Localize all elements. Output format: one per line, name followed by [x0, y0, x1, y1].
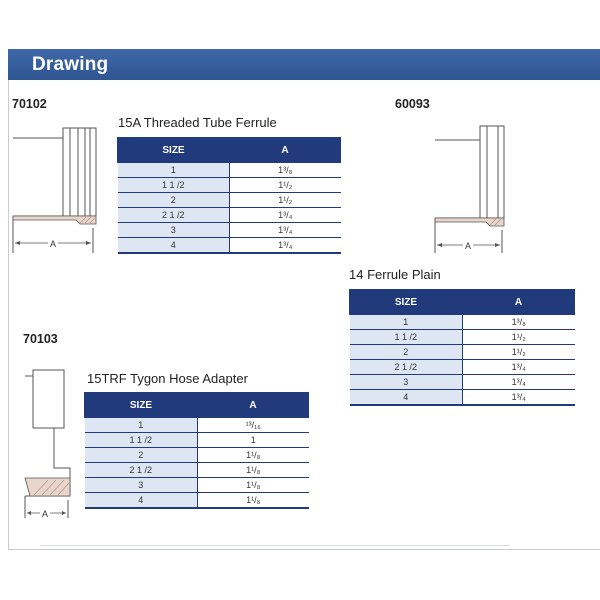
table-cell: 1 — [85, 418, 198, 433]
table-cell: 1¹/₂ — [230, 193, 341, 208]
table-cell: 3 — [118, 223, 230, 238]
threaded-ferrule-drawing — [8, 118, 108, 253]
table-cell: 1³/₄ — [230, 238, 341, 254]
section-title: Drawing — [32, 54, 109, 75]
table-cell: 2 — [85, 448, 198, 463]
table-cell: 1¹/₈ — [198, 448, 309, 463]
table-title-70103: 15TRF Tygon Hose Adapter — [87, 371, 248, 386]
table-cell: 1³/₄ — [463, 360, 575, 375]
table-cell: 1¹/₈ — [198, 463, 309, 478]
part-number-60093: 60093 — [395, 97, 430, 111]
table-cell: 3 — [350, 375, 463, 390]
table-cell: 2 1 /2 — [350, 360, 463, 375]
table-row — [85, 448, 309, 463]
column-header-size: SIZE — [118, 138, 230, 163]
column-header-size: SIZE — [85, 393, 198, 418]
dimension-label-a: A — [49, 239, 57, 249]
table-row — [118, 223, 341, 238]
table-cell: 3 — [85, 478, 198, 493]
table-cell: 1¹/₂ — [463, 345, 575, 360]
table-cell: 1¹/₂ — [230, 178, 341, 193]
column-header-size: SIZE — [350, 290, 463, 315]
table-title-70102: 15A Threaded Tube Ferrule — [118, 115, 277, 130]
table-row — [350, 315, 575, 330]
table-cell: 2 — [350, 345, 463, 360]
part-number-70102: 70102 — [12, 97, 47, 111]
table-cell: ¹³/₁₆ — [198, 418, 309, 433]
plain-ferrule-drawing — [430, 118, 510, 253]
part-number-70103: 70103 — [23, 332, 58, 346]
table-cell: 1³/₄ — [230, 208, 341, 223]
table-cell: 1 1 /2 — [118, 178, 230, 193]
table-cell: 1 1 /2 — [85, 433, 198, 448]
table-row — [350, 345, 575, 360]
table-row — [118, 178, 341, 193]
table-row — [85, 418, 309, 433]
table-cell: 1¹/₈ — [198, 493, 309, 509]
table-row — [118, 193, 341, 208]
spec-table-70103 — [84, 392, 309, 509]
table-cell: 1³/₈ — [230, 163, 341, 178]
divider — [40, 545, 510, 546]
column-header-a: A — [463, 290, 575, 315]
table-row — [118, 163, 341, 178]
table-row — [85, 478, 309, 493]
dimension-label-a: A — [41, 509, 49, 519]
table-cell: 1 — [198, 433, 309, 448]
table-cell: 1³/₈ — [463, 315, 575, 330]
table-cell: 1 — [350, 315, 463, 330]
table-cell: 4 — [118, 238, 230, 254]
table-row — [85, 463, 309, 478]
table-row — [350, 375, 575, 390]
table-cell: 1³/₄ — [463, 375, 575, 390]
table-cell: 1¹/₈ — [198, 478, 309, 493]
spec-table-60093 — [349, 289, 575, 406]
dimension-label-a: A — [464, 241, 472, 251]
table-cell: 4 — [85, 493, 198, 509]
table-row — [85, 433, 309, 448]
table-cell: 1¹/₂ — [463, 330, 575, 345]
table-row — [85, 493, 309, 509]
table-row — [350, 390, 575, 406]
table-cell: 2 1 /2 — [85, 463, 198, 478]
column-header-a: A — [230, 138, 341, 163]
table-title-60093: 14 Ferrule Plain — [349, 267, 441, 282]
table-cell: 2 — [118, 193, 230, 208]
table-cell: 4 — [350, 390, 463, 406]
hose-adapter-drawing — [20, 368, 80, 523]
table-row — [350, 330, 575, 345]
table-cell: 1³/₄ — [230, 223, 341, 238]
column-header-a: A — [198, 393, 309, 418]
table-row — [118, 208, 341, 223]
table-row — [118, 238, 341, 254]
spec-table-70102 — [117, 137, 341, 254]
table-cell: 1 — [118, 163, 230, 178]
table-cell: 2 1 /2 — [118, 208, 230, 223]
table-cell: 1 1 /2 — [350, 330, 463, 345]
table-cell: 1³/₄ — [463, 390, 575, 406]
table-row — [350, 360, 575, 375]
